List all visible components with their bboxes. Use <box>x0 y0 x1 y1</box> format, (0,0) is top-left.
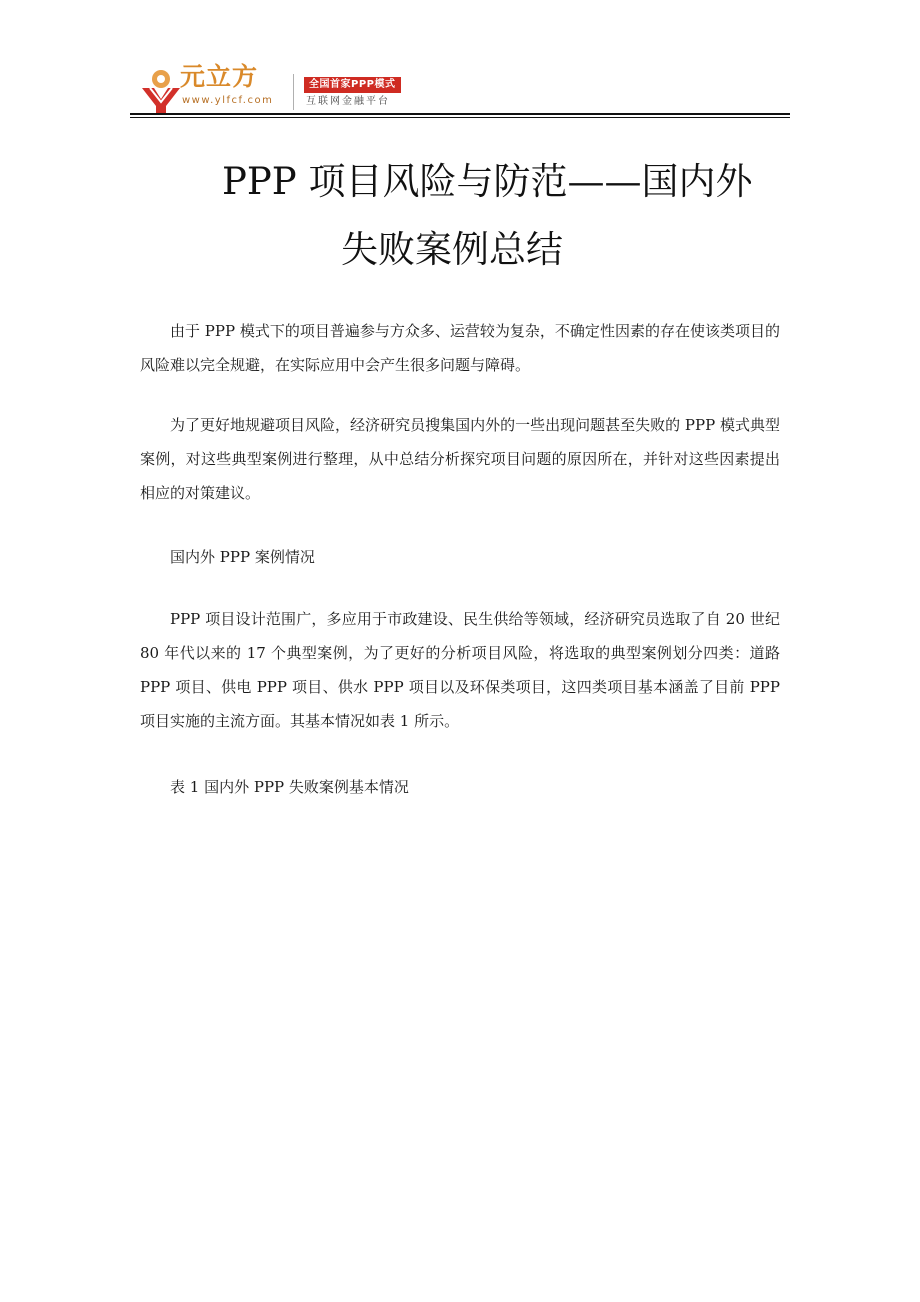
section-heading-cases: 国内外 PPP 案例情况 <box>170 548 315 566</box>
paragraph-intro: 由于 PPP 模式下的项目普遍参与方众多、运营较为复杂，不确定性因素的存在使该类项目的风险难以完全规避，在实际应用中会产生很多问题与障碍。 <box>140 322 780 374</box>
site-header <box>140 62 790 118</box>
brand-name: 元立方 <box>180 62 259 91</box>
document-title-line-2: 失败案例总结 <box>341 228 563 271</box>
header-rule-thin <box>130 117 790 118</box>
header-rule-thick <box>130 113 790 115</box>
brand-url[interactable]: www.ylfcf.com <box>182 95 274 106</box>
brand-divider <box>293 74 294 110</box>
slogan-badge: 全国首家PPP模式 <box>304 77 401 93</box>
document-title-line-1: PPP 项目风险与防范——国内外 <box>222 160 753 203</box>
slogan-subtitle: 互联网金融平台 <box>306 96 390 107</box>
paragraph-case-scope: PPP 项目设计范围广，多应用于市政建设、民生供给等领域，经济研究员选取了自 20 世纪 80 年代以来的 17 个典型案例，为了更好的分析项目风险，将选取的典型案例划分四类：道路 PPP 项目、供电 PPP 项目、供水 PPP 项目以及环保类项目，这四类项目基本涵盖了目前 PPP 项目实施的主流方面。其基本情况如表 1 所示。 <box>140 610 780 730</box>
paragraph-purpose: 为了更好地规避项目风险，经济研究员搜集国内外的一些出现问题甚至失败的 PPP 模式典型案例，对这些典型案例进行整理，从中总结分析探究项目问题的原因所在，并针对这些因素提出相应的对策建议。 <box>140 416 780 502</box>
table-caption: 表 1 国内外 PPP 失败案例基本情况 <box>170 778 409 796</box>
brand-logo-icon <box>140 66 182 114</box>
